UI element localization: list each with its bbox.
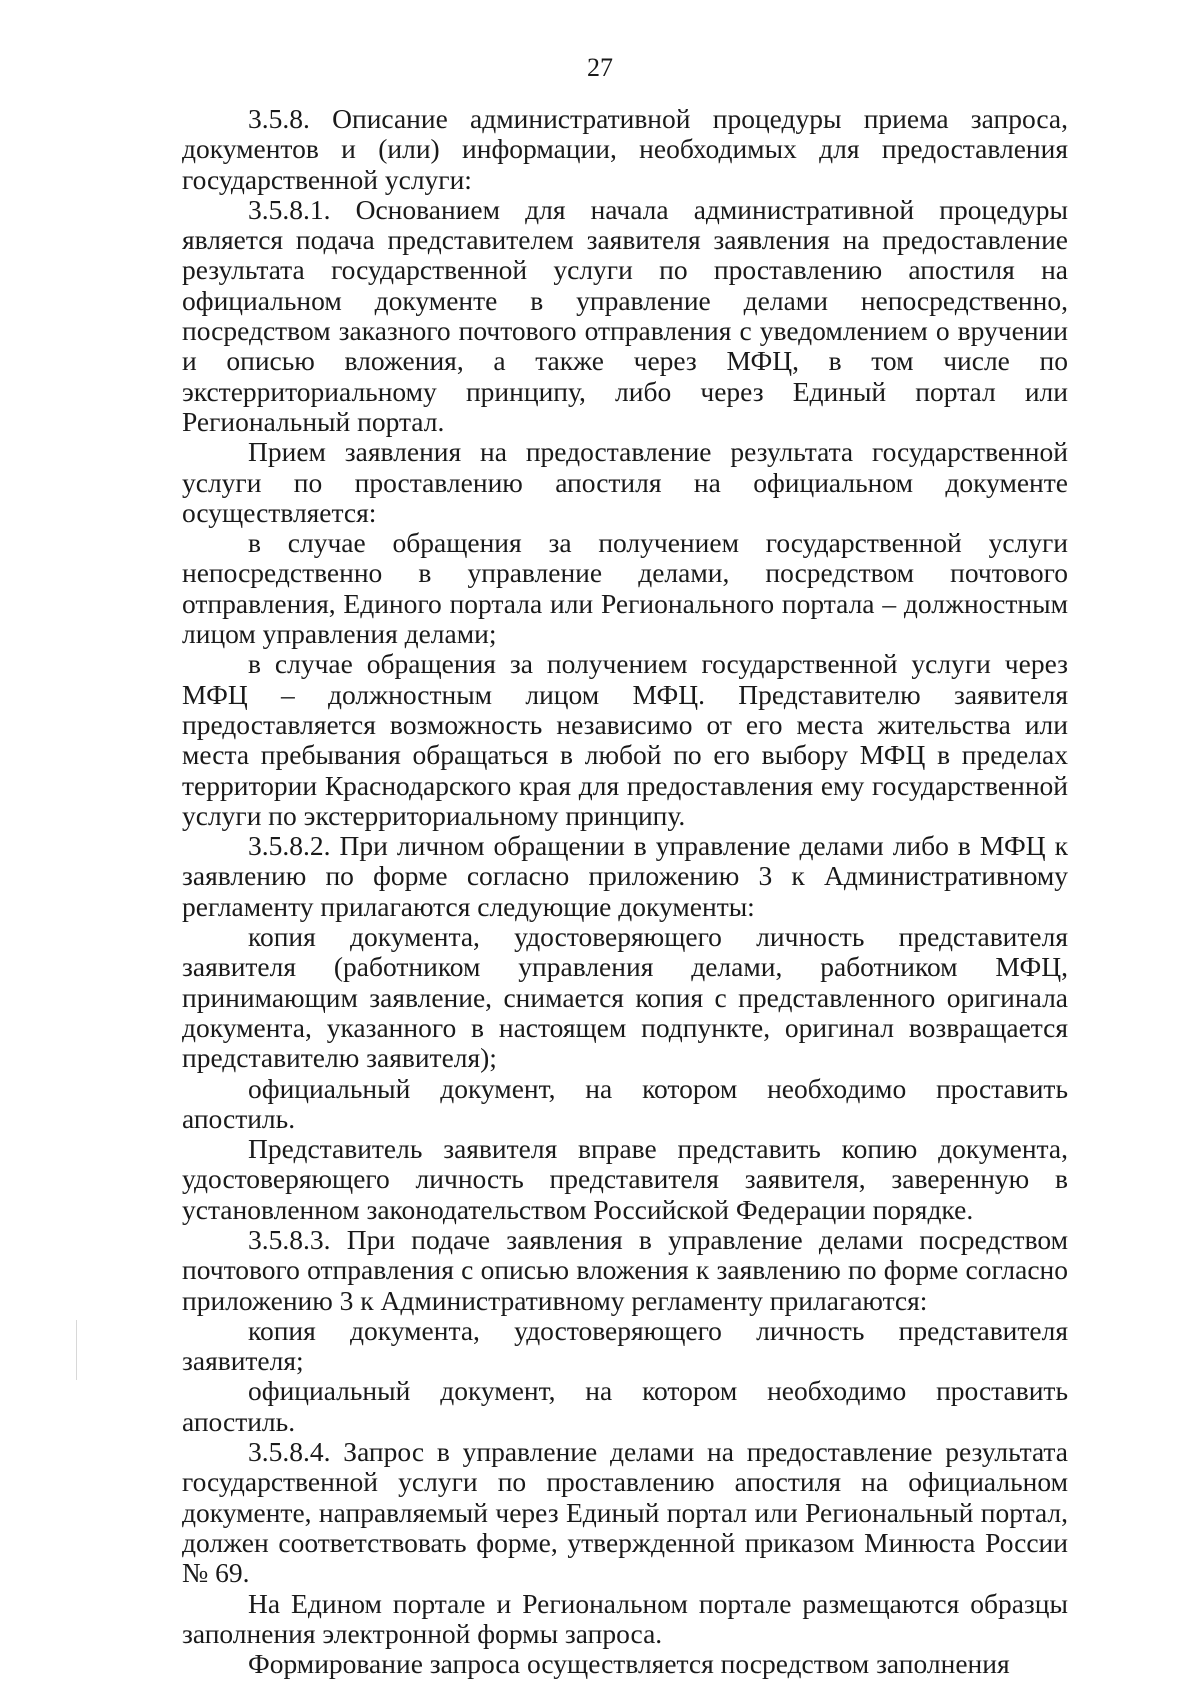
list-item-official-document-postal: официальный документ, на котором необходимо проставить апостиль. [182,1375,1068,1437]
list-item-id-copy-postal: копия документа, удостоверяющего личность представителя заявителя; [182,1314,1068,1377]
scan-margin-mark [76,1320,77,1380]
paragraph-3-5-8-3: 3.5.8.3. При подаче заявления в управление делами посредством почтового отправления с описью вложения к заявлению по форме согласно приложению 3 к Административному регламенту прилагаются: [182,1223,1068,1316]
paragraph-3-5-8-4: 3.5.8.4. Запрос в управление делами на предоставление результата государственной услуги по проставлению апостиля на официальном документе, направляемый через Единый портал или Региональный портал, должен соответствовать форме, утвержденной приказом Минюста России № 69. [182,1436,1068,1589]
paragraph-3-5-8-1: 3.5.8.1. Основанием для начала административной процедуры является подача представителем заявителя заявления на предоставление результата государственной услуги по проставлению апостиля на официальном документе в управление делами непосредственно, посредством заказного почтового отправления с уведомлением о вручении и описью вложения, а также через МФЦ, в том числе по экстерриториальному принципу, либо через Единый портал или Региональный портал. [182,193,1068,437]
paragraph-form-samples: На Едином портале и Региональном портале размещаются образцы заполнения электронной формы запроса. [182,1587,1068,1649]
paragraph-3-5-8-2: 3.5.8.2. При личном обращении в управление делами либо в МФЦ к заявлению по форме согласно приложению 3 к Административному регламенту прилагаются следующие документы: [182,830,1068,922]
paragraph-case-direct: в случае обращения за получением государственной услуги непосредственно в управление делами, посредством почтового отправления, Единого портала или Регионального портала – должностным лицом управления делами; [182,527,1068,650]
paragraph-certified-copy: Представитель заявителя вправе представить копию документа, удостоверяющего личность представителя заявителя, заверенную в установленном законодательством Российской Федерации порядке. [182,1133,1068,1225]
page-number: 27 [587,53,613,82]
paragraph-3-5-8: 3.5.8. Описание административной процедуры приема запроса, документов и (или) информации, необходимых для предоставления государственной услуги: [182,103,1068,195]
paragraph-request-formation: Формирование запроса осуществляется посредством заполнения [248,1648,1010,1680]
paragraph-case-mfc: в случае обращения за получением государственной услуги через МФЦ – должностным лицом МФЦ. Представителю заявителя предоставляется возможность независимо от его места жительства или места пребывания обращаться в любой по его выбору МФЦ в пределах территории Краснодарского края для предоставления ему государственной услуги по экстерриториальному принципу. [182,648,1068,831]
list-item-id-copy: копия документа, удостоверяющего личность представителя заявителя (работником управления делами, работником МФЦ, принимающим заявление, снимается копия с представленного оригинала документа, указанного в настоящем подпункте, оригинал возвращается представителю заявителя); [182,921,1068,1074]
document-body [182,104,1068,1679]
list-item-official-document: официальный документ, на котором необходимо проставить апостиль. [182,1072,1068,1134]
paragraph-reception: Прием заявления на предоставление результата государственной услуги по проставлению апостиля на официальном документе осуществляется: [182,436,1068,528]
